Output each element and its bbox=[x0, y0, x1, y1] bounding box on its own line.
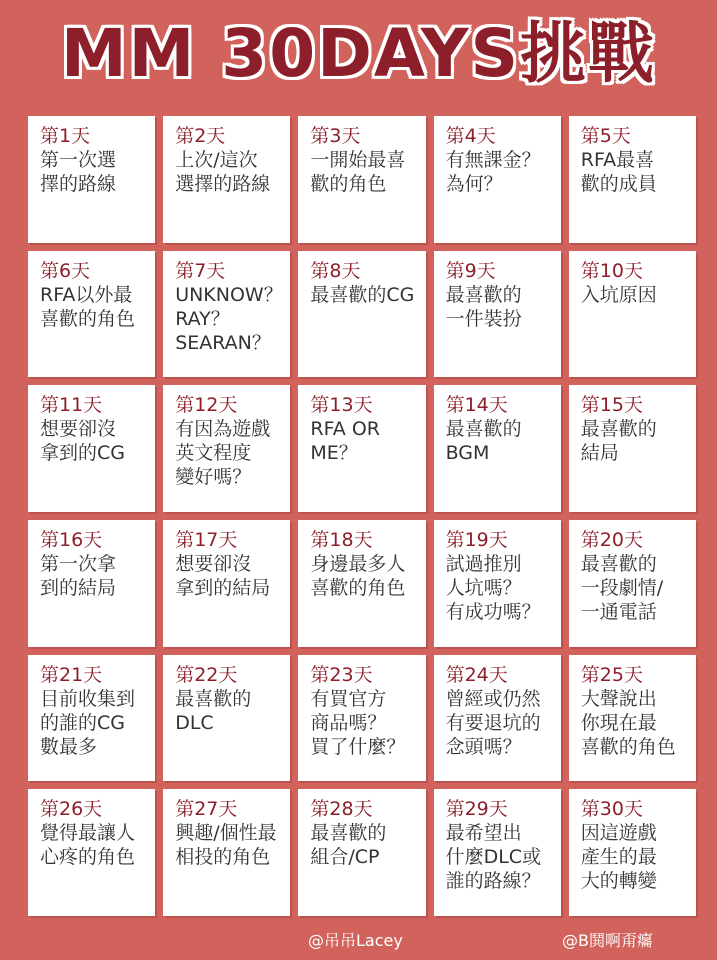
day-prompt: 最希望出 什麼DLC或 誰的路線？ bbox=[445, 822, 542, 893]
day-cell bbox=[298, 789, 425, 916]
day-number: 第24天 bbox=[445, 663, 508, 686]
day-cell bbox=[298, 251, 425, 378]
day-prompt: 最喜歡的CG bbox=[310, 283, 415, 306]
day-cell bbox=[569, 116, 696, 243]
day-number: 第29天 bbox=[445, 798, 508, 821]
day-prompt: 最喜歡的 一件裝扮 bbox=[445, 283, 522, 330]
day-cell bbox=[28, 655, 155, 782]
day-cell bbox=[569, 655, 696, 782]
day-prompt: 大聲說出 你現在最 喜歡的角色 bbox=[580, 687, 676, 758]
day-number: 第16天 bbox=[40, 528, 103, 551]
day-number: 第9天 bbox=[445, 259, 496, 282]
day-cell bbox=[298, 116, 425, 243]
day-number: 第8天 bbox=[310, 259, 361, 282]
day-prompt: 最喜歡的 BGM bbox=[445, 418, 522, 465]
day-prompt: 有因為遊戲 英文程度 變好嗎？ bbox=[175, 418, 271, 489]
day-cell bbox=[298, 655, 425, 782]
day-prompt: 入坑原因 bbox=[580, 283, 657, 306]
day-prompt: 興趣/個性最 相投的角色 bbox=[175, 822, 277, 869]
day-prompt: 試過推別 人坑嗎？ 有成功嗎？ bbox=[445, 552, 541, 623]
day-number: 第12天 bbox=[175, 394, 238, 417]
day-prompt: UNKNOW？ RAY？ SEARAN？ bbox=[175, 283, 283, 354]
day-prompt: 最喜歡的 結局 bbox=[580, 418, 657, 465]
day-prompt: 覺得最讓人 心疼的角色 bbox=[40, 822, 136, 869]
day-cell bbox=[434, 520, 561, 647]
day-cell bbox=[434, 116, 561, 243]
day-cell bbox=[28, 789, 155, 916]
page-title: MM 30DAYS挑戰 bbox=[60, 15, 657, 92]
day-prompt: RFA以外最 喜歡的角色 bbox=[40, 283, 136, 330]
day-number: 第22天 bbox=[175, 663, 238, 686]
day-number: 第18天 bbox=[310, 528, 373, 551]
day-prompt: RFA OR ME？ bbox=[310, 418, 380, 465]
day-cell bbox=[28, 520, 155, 647]
day-cell bbox=[28, 251, 155, 378]
day-number: 第21天 bbox=[40, 663, 103, 686]
day-number: 第10天 bbox=[580, 259, 643, 282]
day-prompt: 想要卻沒 拿到的結局 bbox=[175, 552, 271, 599]
day-number: 第15天 bbox=[580, 394, 643, 417]
day-cell bbox=[434, 251, 561, 378]
day-prompt: 最喜歡的 DLC bbox=[175, 687, 252, 734]
day-number: 第4天 bbox=[445, 125, 496, 147]
challenge-grid bbox=[28, 116, 696, 916]
day-prompt: 身邊最多人 喜歡的角色 bbox=[310, 552, 406, 599]
day-number: 第6天 bbox=[40, 259, 91, 282]
day-number: 第5天 bbox=[580, 125, 631, 147]
day-cell bbox=[28, 116, 155, 243]
day-prompt: RFA最喜 歡的成員 bbox=[580, 149, 657, 195]
day-prompt: 目前收集到 的誰的CG 數最多 bbox=[40, 687, 136, 758]
day-number: 第30天 bbox=[580, 798, 643, 821]
day-cell bbox=[28, 385, 155, 512]
watermark-right: @B鬨啊甭癟 bbox=[562, 931, 653, 950]
day-prompt: 最喜歡的 一段劇情/ 一通電話 bbox=[580, 552, 664, 623]
day-number: 第1天 bbox=[40, 125, 91, 147]
day-prompt: 因這遊戲 產生的最 大的轉變 bbox=[580, 822, 657, 893]
day-cell bbox=[298, 520, 425, 647]
day-number: 第28天 bbox=[310, 798, 373, 821]
day-number: 第25天 bbox=[580, 663, 643, 686]
day-number: 第20天 bbox=[580, 528, 643, 551]
day-number: 第14天 bbox=[445, 394, 508, 417]
day-prompt: 曾經或仍然 有要退坑的 念頭嗎？ bbox=[445, 687, 541, 758]
day-number: 第3天 bbox=[310, 125, 361, 147]
day-number: 第7天 bbox=[175, 259, 226, 282]
day-number: 第13天 bbox=[310, 394, 373, 417]
day-cell bbox=[434, 789, 561, 916]
day-prompt: 上次/這次 選擇的路線 bbox=[175, 149, 271, 195]
day-cell bbox=[163, 116, 290, 243]
day-prompt: 想要卻沒 拿到的CG bbox=[40, 418, 125, 465]
day-cell bbox=[569, 789, 696, 916]
day-cell bbox=[163, 655, 290, 782]
day-prompt: 最喜歡的 組合/CP bbox=[310, 822, 387, 869]
day-prompt: 有無課金？ 為何？ bbox=[445, 149, 541, 195]
day-cell bbox=[569, 520, 696, 647]
day-prompt: 第一次拿 到的結局 bbox=[40, 552, 117, 599]
day-number: 第17天 bbox=[175, 528, 238, 551]
day-cell bbox=[569, 251, 696, 378]
day-cell bbox=[298, 385, 425, 512]
day-prompt: 第一次選 擇的路線 bbox=[40, 149, 117, 195]
day-cell bbox=[163, 789, 290, 916]
day-number: 第27天 bbox=[175, 798, 238, 821]
day-cell bbox=[434, 655, 561, 782]
day-cell bbox=[163, 251, 290, 378]
day-cell bbox=[569, 385, 696, 512]
watermark-left: @吊吊Lacey bbox=[308, 931, 403, 950]
day-number: 第19天 bbox=[445, 528, 508, 551]
day-number: 第26天 bbox=[40, 798, 103, 821]
day-prompt: 一開始最喜 歡的角色 bbox=[310, 149, 406, 195]
day-number: 第2天 bbox=[175, 125, 226, 147]
day-number: 第11天 bbox=[40, 394, 103, 417]
day-number: 第23天 bbox=[310, 663, 373, 686]
day-cell bbox=[163, 385, 290, 512]
day-cell bbox=[163, 520, 290, 647]
day-cell bbox=[434, 385, 561, 512]
day-prompt: 有買官方 商品嗎？ 買了什麼？ bbox=[310, 687, 406, 758]
